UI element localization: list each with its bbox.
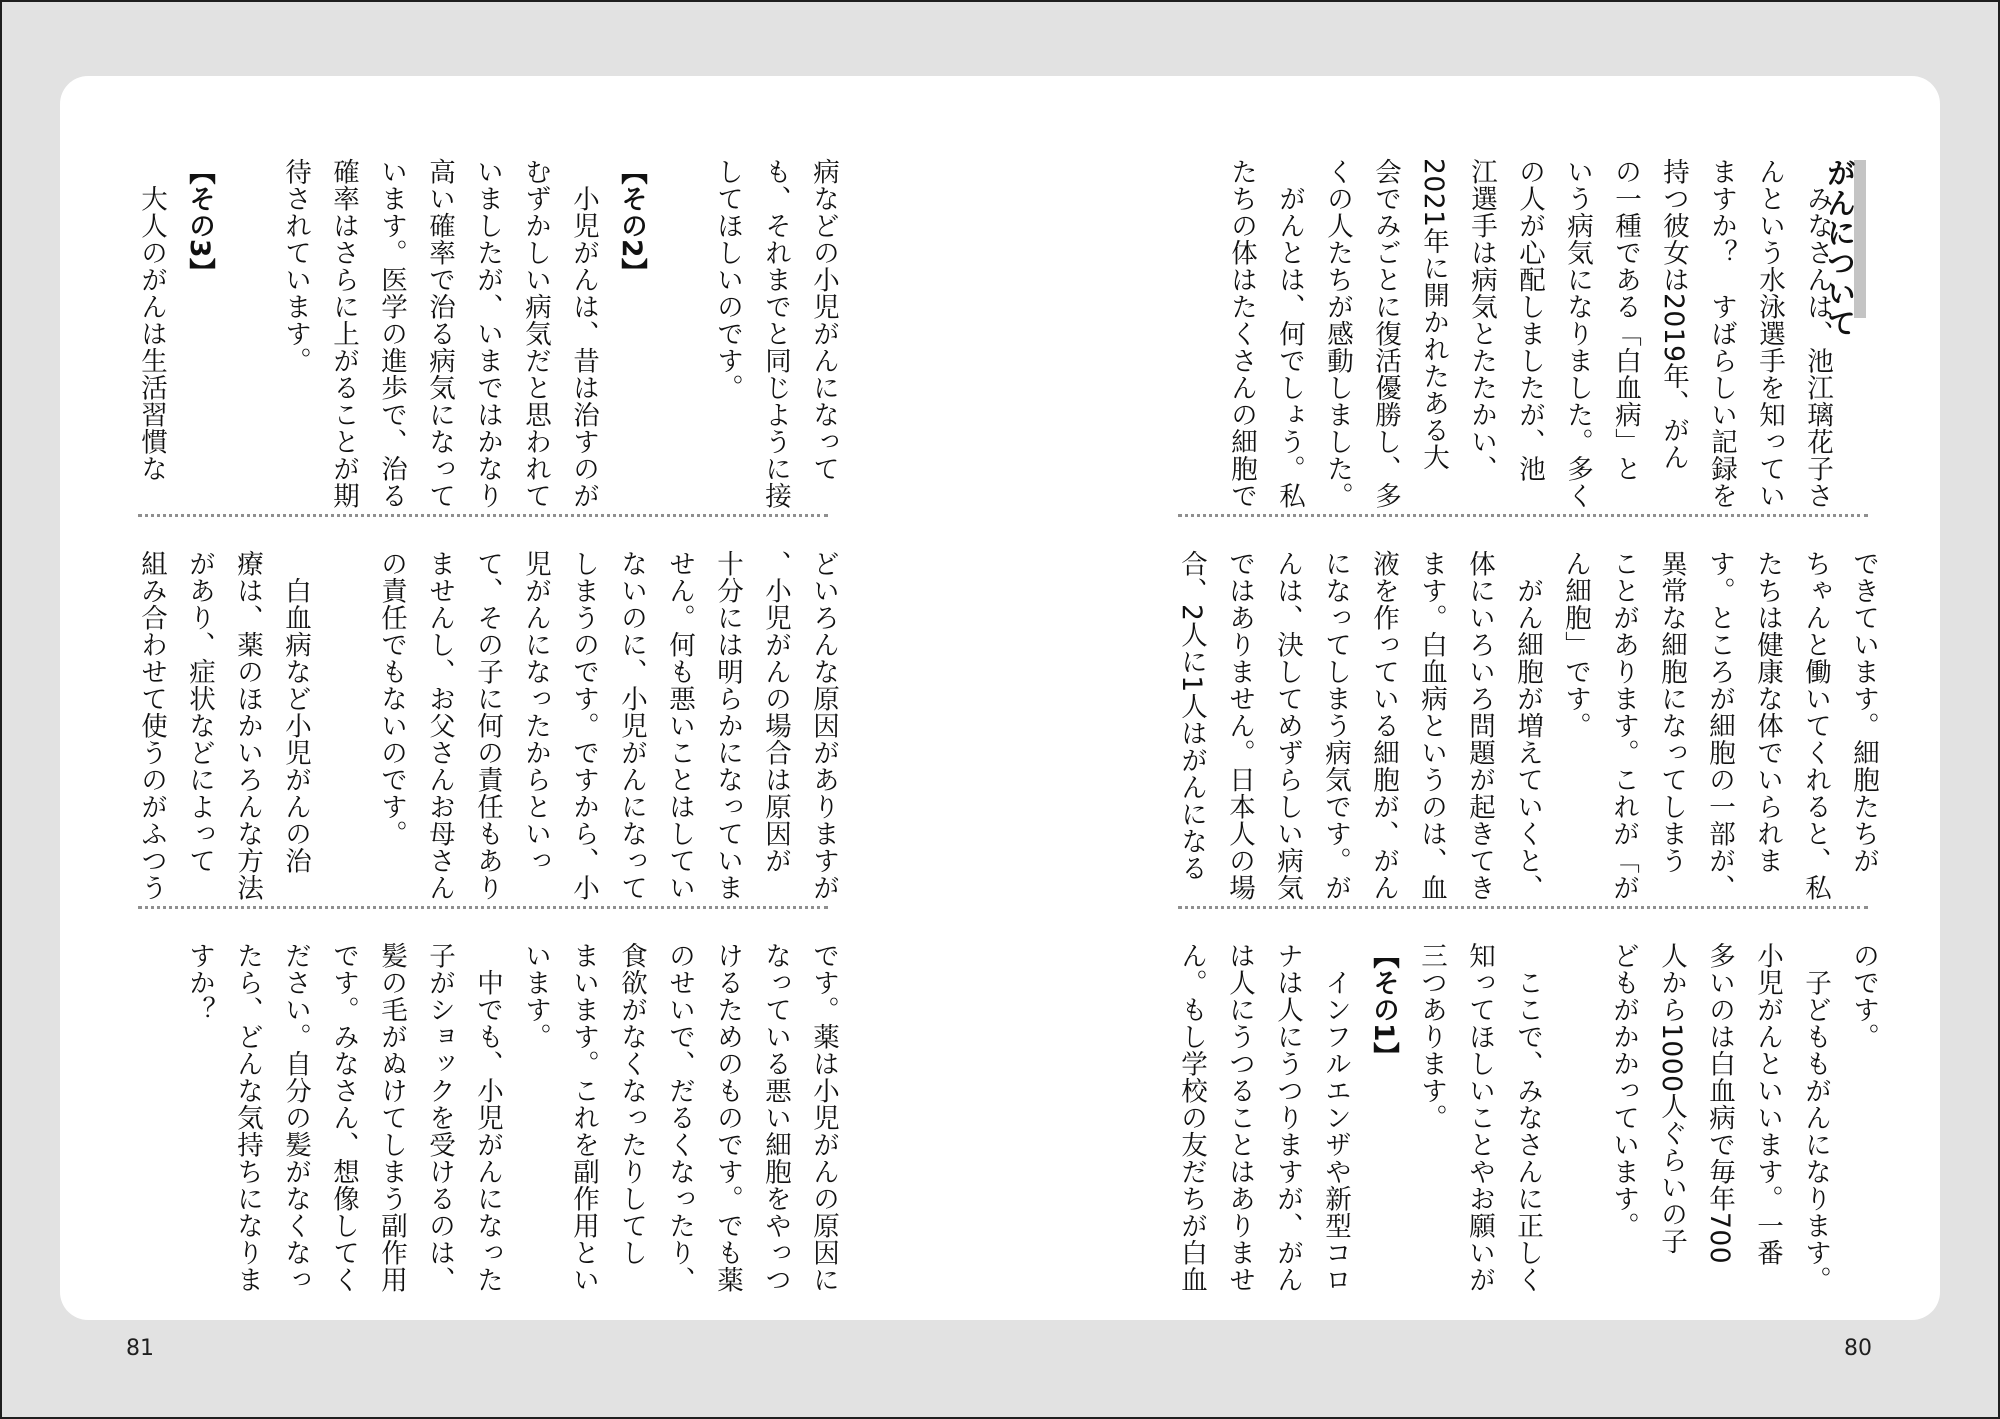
right-middle-line: んは、決してめずらしい病気: [1272, 550, 1303, 901]
right-top-line: ますか？ すばらしい記録を: [1706, 158, 1737, 509]
left-bottom-line: まいます。これを副作用とい: [568, 942, 599, 1293]
right-bottom-line: ん。もし学校の友だちが白血: [1176, 942, 1207, 1293]
left-bottom-line: です。薬は小児がんの原因に: [808, 942, 839, 1293]
right-middle-line: ことがあります。これが「が: [1608, 550, 1639, 901]
right-top-line: みなさんは、池江璃花子さ: [1802, 158, 1833, 509]
right-bottom-line: インフルエンザや新型コロ: [1320, 942, 1351, 1293]
left-bottom-line: です。みなさん、想像してく: [328, 942, 359, 1293]
left-middle-line: しまうのです。ですから、小: [568, 550, 599, 901]
page-number-right: 80: [1844, 1336, 1872, 1361]
left-middle-line: 組み合わせて使うのがふつう: [136, 550, 167, 901]
right-bottom-line: 知ってほしいことやお願いが: [1464, 942, 1495, 1293]
divider-right-bottom: [1178, 906, 1868, 909]
left-bottom-line: 子がショックを受けるのは、: [424, 942, 455, 1293]
left-top-line: 【その3】: [184, 158, 215, 285]
right-top-line: いう病気になりました。多く: [1562, 158, 1593, 509]
left-bottom-line: 食欲がなくなったりしてし: [616, 942, 647, 1266]
right-bottom-line: ここで、みなさんに正しく: [1512, 942, 1543, 1293]
page-number-left: 81: [126, 1336, 154, 1361]
left-bottom-line: います。: [520, 942, 551, 1050]
left-top-line: います。医学の進歩で、治る: [376, 158, 407, 509]
right-bottom-line: ナは人にうつりますが、がん: [1272, 942, 1303, 1293]
right-top-line: の一種である「白血病」と: [1610, 158, 1641, 482]
right-middle-line: たちは健康な体でいられま: [1752, 550, 1783, 874]
right-middle-line: 合、2人に1人はがんになる: [1176, 550, 1207, 882]
right-top-line: がんとは、何でしょう。私: [1274, 158, 1305, 509]
left-middle-line: 、小児がんの場合は原因が: [760, 550, 791, 874]
left-top-line: いましたが、いまではかなり: [472, 158, 503, 509]
left-bottom-line: けるためのものです。でも薬: [712, 942, 743, 1293]
right-middle-line: になってしまう病気です。が: [1320, 550, 1351, 901]
right-middle-line: 体にいろいろ問題が起きてき: [1464, 550, 1495, 901]
right-middle-line: ん細胞」です。: [1560, 550, 1591, 739]
left-top-line: 大人のがんは生活習慣な: [136, 158, 167, 482]
left-middle-line: せん。何も悪いことはしてい: [664, 550, 695, 901]
right-top-line: たちの体はたくさんの細胞で: [1226, 158, 1257, 509]
right-top-line: 会でみごとに復活優勝し、多: [1370, 158, 1401, 509]
right-top-line: くの人たちが感動しました。: [1322, 158, 1353, 509]
right-bottom-line: 小児がんといいます。一番: [1752, 942, 1783, 1266]
right-bottom-line: は人にうつることはありませ: [1224, 942, 1255, 1293]
right-bottom-line: 人から1000人ぐらいの子: [1656, 942, 1687, 1255]
left-top-line: 【その2】: [616, 158, 647, 285]
right-bottom-line: 子どももがんになります。: [1800, 942, 1831, 1293]
divider-left-bottom: [138, 906, 828, 909]
right-top-line: 江選手は病気とたたかい、: [1466, 158, 1497, 482]
left-bottom-line: ださい。自分の髪がなくなっ: [280, 942, 311, 1293]
right-top-line: の人が心配しましたが、池: [1514, 158, 1545, 482]
left-middle-line: 十分には明らかになっていま: [712, 550, 743, 901]
divider-left-top: [138, 514, 828, 517]
left-bottom-line: たら、どんな気持ちになりま: [232, 942, 263, 1293]
left-top-line: むずかしい病気だと思われて: [520, 158, 551, 509]
left-bottom-line: すか？: [184, 942, 215, 1023]
left-bottom-line: なっている悪い細胞をやっつ: [760, 942, 791, 1293]
left-top-line: 小児がんは、昔は治すのが: [568, 158, 599, 509]
left-top-line: 高い確率で治る病気になって: [424, 158, 455, 509]
left-top-line: 病などの小児がんになって: [808, 158, 839, 482]
left-top-line: も、それまでと同じように接: [760, 158, 791, 509]
left-top-line: してほしいのです。: [712, 158, 743, 401]
left-middle-line: ないのに、小児がんになって: [616, 550, 647, 901]
left-middle-line: があり、症状などによって: [184, 550, 215, 874]
right-middle-line: す。ところが細胞の一部が、: [1704, 550, 1735, 901]
right-middle-line: ではありません。日本人の場: [1224, 550, 1255, 901]
left-bottom-line: 髪の毛がぬけてしまう副作用: [376, 942, 407, 1293]
right-middle-line: できています。細胞たちが: [1848, 550, 1879, 874]
right-top-line: 持つ彼女は2019年、がん: [1658, 158, 1689, 471]
left-top-line: 待されています。: [280, 158, 311, 374]
section-heading: がんについて: [1823, 158, 1857, 338]
left-middle-line: 療は、薬のほかいろんな方法: [232, 550, 263, 901]
right-middle-line: ちゃんと働いてくれると、私: [1800, 550, 1831, 901]
right-middle-line: ます。白血病というのは、血: [1416, 550, 1447, 901]
left-bottom-line: 中でも、小児がんになった: [472, 942, 503, 1293]
right-bottom-line: どもがかかっています。: [1608, 942, 1639, 1239]
right-middle-line: 液を作っている細胞が、がん: [1368, 550, 1399, 901]
right-bottom-line: 【その1】: [1368, 942, 1399, 1069]
left-middle-line: て、その子に何の責任もあり: [472, 550, 503, 901]
left-middle-line: 白血病など小児がんの治: [280, 550, 311, 874]
left-top-line: 確率はさらに上がることが期: [328, 158, 359, 509]
right-bottom-line: 多いのは白血病で毎年700: [1704, 942, 1735, 1265]
right-middle-line: がん細胞が増えていくと、: [1512, 550, 1543, 901]
left-middle-line: の責任でもないのです。: [376, 550, 407, 847]
divider-right-top: [1178, 514, 1868, 517]
right-bottom-line: のです。: [1848, 942, 1879, 1050]
left-middle-line: 児がんになったからといっ: [520, 550, 551, 874]
right-top-line: 2021年に開かれたある大: [1418, 158, 1449, 471]
right-bottom-line: 三つあります。: [1416, 942, 1447, 1131]
left-bottom-line: のせいで、だるくなったり、: [664, 942, 695, 1293]
left-middle-line: どいろんな原因がありますが: [808, 550, 839, 901]
left-middle-line: ませんし、お父さんお母さん: [424, 550, 455, 901]
right-middle-line: 異常な細胞になってしまう: [1656, 550, 1687, 874]
right-top-line: んという水泳選手を知ってい: [1754, 158, 1785, 509]
